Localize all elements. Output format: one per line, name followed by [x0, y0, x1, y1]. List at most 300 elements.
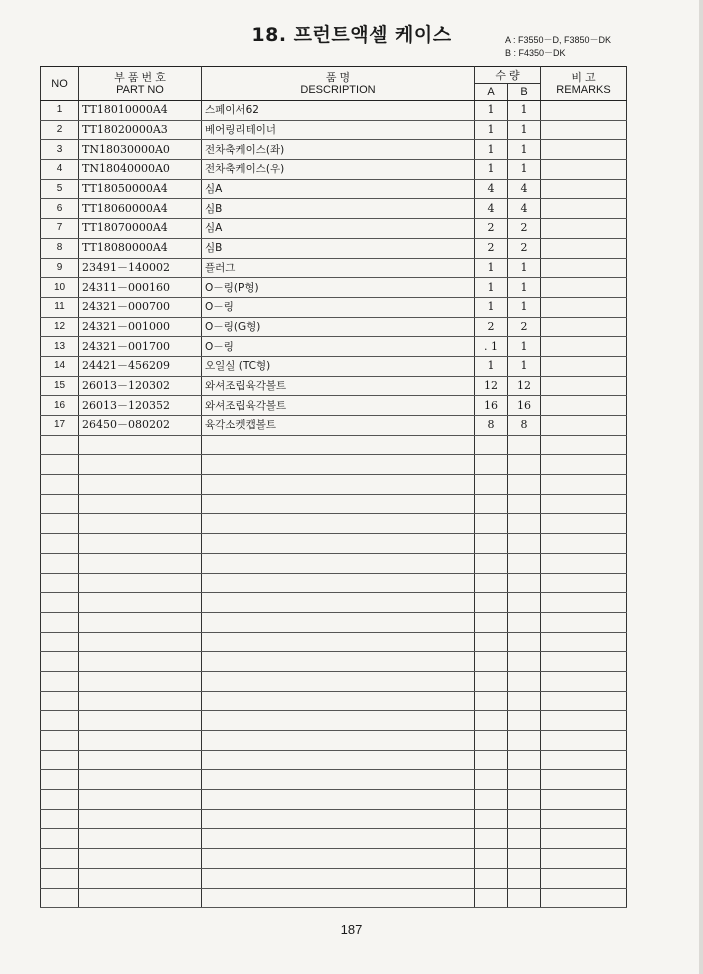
row-qty-a: 1 [475, 258, 508, 278]
row-no [41, 691, 79, 711]
row-description [202, 750, 475, 770]
row-description [202, 455, 475, 475]
row-no: 2 [41, 120, 79, 140]
row-qty-b [508, 790, 541, 810]
row-remarks [541, 120, 627, 140]
table-row [41, 632, 627, 652]
row-no [41, 514, 79, 534]
page-edge [699, 0, 703, 974]
table-row [41, 652, 627, 672]
row-remarks [541, 376, 627, 396]
table-row [41, 770, 627, 790]
parts-table [40, 66, 627, 908]
row-no [41, 829, 79, 849]
row-remarks [541, 809, 627, 829]
table-row [41, 317, 627, 337]
row-part-no: 26013－120352 [79, 396, 202, 416]
row-qty-a [475, 770, 508, 790]
row-remarks [541, 455, 627, 475]
row-qty-b [508, 494, 541, 514]
table-row [41, 160, 627, 180]
row-remarks [541, 317, 627, 337]
page-title: 18. 프런트액셀 케이스 [251, 24, 452, 46]
table-row [41, 514, 627, 534]
row-description: 심A [202, 179, 475, 199]
row-remarks [541, 101, 627, 121]
row-remarks [541, 475, 627, 495]
row-remarks [541, 356, 627, 376]
row-no: 1 [41, 101, 79, 121]
row-no [41, 809, 79, 829]
row-no [41, 494, 79, 514]
table-row [41, 258, 627, 278]
row-part-no [79, 888, 202, 908]
row-remarks [541, 711, 627, 731]
row-qty-a [475, 553, 508, 573]
table-row [41, 691, 627, 711]
row-qty-b: 4 [508, 179, 541, 199]
row-qty-a [475, 534, 508, 554]
row-no [41, 731, 79, 751]
row-remarks [541, 258, 627, 278]
table-row [41, 868, 627, 888]
row-part-no: TT18010000A4 [79, 101, 202, 121]
row-remarks [541, 750, 627, 770]
row-qty-a: 1 [475, 297, 508, 317]
header-part-kr: 부 품 번 호 [114, 71, 166, 84]
row-qty-b: 16 [508, 396, 541, 416]
row-description: 와셔조립육각볼트 [202, 396, 475, 416]
row-part-no [79, 632, 202, 652]
row-part-no [79, 435, 202, 455]
row-no: 11 [41, 297, 79, 317]
row-qty-b: 2 [508, 238, 541, 258]
row-description [202, 691, 475, 711]
table-row [41, 219, 627, 239]
row-no [41, 612, 79, 632]
row-description [202, 849, 475, 869]
row-part-no [79, 868, 202, 888]
row-description: 플러그 [202, 258, 475, 278]
row-qty-b [508, 888, 541, 908]
row-remarks [541, 160, 627, 180]
row-part-no: 24421－456209 [79, 356, 202, 376]
row-qty-a: 2 [475, 238, 508, 258]
row-description [202, 435, 475, 455]
row-no [41, 632, 79, 652]
header-remarks-en: REMARKS [556, 83, 611, 96]
row-qty-a [475, 652, 508, 672]
row-qty-b: 1 [508, 297, 541, 317]
row-qty-a [475, 868, 508, 888]
row-description [202, 671, 475, 691]
row-qty-a [475, 632, 508, 652]
row-no [41, 475, 79, 495]
row-qty-b [508, 475, 541, 495]
row-no [41, 534, 79, 554]
row-qty-b [508, 829, 541, 849]
row-remarks [541, 514, 627, 534]
row-part-no [79, 534, 202, 554]
row-qty-b [508, 435, 541, 455]
table-row [41, 101, 627, 121]
row-description [202, 573, 475, 593]
row-no: 7 [41, 219, 79, 239]
table-row [41, 140, 627, 160]
row-description [202, 652, 475, 672]
row-description [202, 514, 475, 534]
row-part-no [79, 494, 202, 514]
row-remarks [541, 652, 627, 672]
row-part-no: 24321－000700 [79, 297, 202, 317]
row-no [41, 553, 79, 573]
row-remarks [541, 416, 627, 436]
row-qty-b [508, 691, 541, 711]
row-part-no [79, 711, 202, 731]
row-qty-b: 8 [508, 416, 541, 436]
row-qty-b [508, 711, 541, 731]
row-no [41, 770, 79, 790]
table-row [41, 376, 627, 396]
model-legend-a: A : F3550－D, F3850－DK [505, 35, 612, 45]
header-no: NO [41, 67, 79, 101]
row-part-no [79, 652, 202, 672]
row-part-no [79, 750, 202, 770]
row-qty-a [475, 790, 508, 810]
row-qty-b [508, 612, 541, 632]
row-qty-a [475, 731, 508, 751]
row-qty-a [475, 888, 508, 908]
row-description: 심B [202, 238, 475, 258]
row-part-no: TN18030000A0 [79, 140, 202, 160]
row-qty-b [508, 553, 541, 573]
table-row [41, 494, 627, 514]
row-qty-b: 1 [508, 120, 541, 140]
row-remarks [541, 770, 627, 790]
header-qty-b: B [508, 84, 541, 101]
row-remarks [541, 396, 627, 416]
row-remarks [541, 691, 627, 711]
table-row [41, 179, 627, 199]
row-description: O－링(P형) [202, 278, 475, 298]
table-row [41, 120, 627, 140]
row-part-no: 23491－140002 [79, 258, 202, 278]
row-part-no [79, 573, 202, 593]
table-row [41, 612, 627, 632]
row-qty-b [508, 534, 541, 554]
table-row [41, 435, 627, 455]
row-qty-b: 1 [508, 258, 541, 278]
table-row [41, 731, 627, 751]
row-qty-a: 2 [475, 317, 508, 337]
row-description [202, 553, 475, 573]
row-qty-a: 1 [475, 160, 508, 180]
row-description: O－링(G형) [202, 317, 475, 337]
row-part-no: 24311－000160 [79, 278, 202, 298]
row-description [202, 632, 475, 652]
row-no [41, 435, 79, 455]
table-row [41, 337, 627, 357]
row-remarks [541, 140, 627, 160]
row-no: 15 [41, 376, 79, 396]
row-no: 4 [41, 160, 79, 180]
row-qty-b: 1 [508, 160, 541, 180]
row-qty-a [475, 475, 508, 495]
row-remarks [541, 612, 627, 632]
row-qty-a [475, 671, 508, 691]
table-row [41, 750, 627, 770]
row-no [41, 573, 79, 593]
row-no [41, 593, 79, 613]
row-qty-b: 1 [508, 356, 541, 376]
row-description [202, 534, 475, 554]
model-legend-b: B : F4350－DK [505, 48, 566, 58]
row-part-no [79, 829, 202, 849]
row-remarks [541, 790, 627, 810]
row-qty-a: 8 [475, 416, 508, 436]
row-qty-a [475, 829, 508, 849]
row-qty-b [508, 770, 541, 790]
row-remarks [541, 849, 627, 869]
row-qty-b: 1 [508, 278, 541, 298]
row-description: 심B [202, 199, 475, 219]
row-description [202, 888, 475, 908]
row-qty-a: 2 [475, 219, 508, 239]
row-part-no: 26450－080202 [79, 416, 202, 436]
row-description [202, 809, 475, 829]
row-qty-a: 1 [475, 101, 508, 121]
row-qty-b [508, 750, 541, 770]
row-remarks [541, 888, 627, 908]
row-description: 오일실 (TC형) [202, 356, 475, 376]
row-qty-b [508, 809, 541, 829]
row-remarks [541, 731, 627, 751]
table-row [41, 829, 627, 849]
row-part-no: 24321－001000 [79, 317, 202, 337]
row-qty-a [475, 455, 508, 475]
row-part-no: TT18050000A4 [79, 179, 202, 199]
row-qty-a: 4 [475, 179, 508, 199]
page-number: 187 [340, 922, 363, 937]
row-qty-b [508, 632, 541, 652]
row-qty-b: 2 [508, 317, 541, 337]
row-qty-a: 1 [475, 140, 508, 160]
header-qty-a: A [475, 84, 508, 101]
row-no [41, 711, 79, 731]
table-row [41, 849, 627, 869]
row-qty-b: 1 [508, 101, 541, 121]
row-description: 전차축케이스(우) [202, 160, 475, 180]
table-row [41, 416, 627, 436]
row-description: O－링 [202, 337, 475, 357]
row-qty-a [475, 494, 508, 514]
row-no: 13 [41, 337, 79, 357]
row-description: 전차축케이스(좌) [202, 140, 475, 160]
table-row [41, 790, 627, 810]
row-part-no: TT18070000A4 [79, 219, 202, 239]
row-part-no: 26013－120302 [79, 376, 202, 396]
row-part-no: TT18080000A4 [79, 238, 202, 258]
row-qty-b [508, 671, 541, 691]
row-no: 12 [41, 317, 79, 337]
row-qty-b [508, 593, 541, 613]
row-remarks [541, 337, 627, 357]
row-no: 9 [41, 258, 79, 278]
row-remarks [541, 494, 627, 514]
row-part-no [79, 691, 202, 711]
row-description [202, 770, 475, 790]
row-qty-a: . 1 [475, 337, 508, 357]
row-no: 14 [41, 356, 79, 376]
row-part-no [79, 475, 202, 495]
row-description [202, 475, 475, 495]
table-row [41, 475, 627, 495]
header-part-en: PART NO [116, 83, 164, 96]
row-remarks [541, 297, 627, 317]
row-qty-b [508, 849, 541, 869]
row-qty-a [475, 593, 508, 613]
row-part-no: 24321－001700 [79, 337, 202, 357]
table-row [41, 553, 627, 573]
row-remarks [541, 219, 627, 239]
header-desc-kr: 품 명 [325, 71, 351, 84]
row-remarks [541, 868, 627, 888]
row-qty-a [475, 849, 508, 869]
row-qty-a: 12 [475, 376, 508, 396]
row-no: 16 [41, 396, 79, 416]
row-part-no: TT18020000A3 [79, 120, 202, 140]
row-qty-b: 1 [508, 140, 541, 160]
row-qty-a [475, 711, 508, 731]
row-qty-b [508, 514, 541, 534]
table-row [41, 711, 627, 731]
row-remarks [541, 632, 627, 652]
header-remarks-kr: 비 고 [571, 71, 596, 84]
row-qty-b [508, 731, 541, 751]
row-part-no [79, 770, 202, 790]
row-no [41, 671, 79, 691]
row-qty-b [508, 455, 541, 475]
row-part-no: TT18060000A4 [79, 199, 202, 219]
model-legend [505, 34, 611, 60]
row-no: 3 [41, 140, 79, 160]
row-part-no [79, 671, 202, 691]
table-row [41, 396, 627, 416]
header-quantity: 수 량 [475, 67, 541, 84]
row-remarks [541, 829, 627, 849]
row-part-no [79, 455, 202, 475]
row-description: O－링 [202, 297, 475, 317]
table-row [41, 238, 627, 258]
row-description [202, 494, 475, 514]
header-desc-en: DESCRIPTION [300, 83, 376, 96]
row-description [202, 790, 475, 810]
row-no: 5 [41, 179, 79, 199]
row-no [41, 868, 79, 888]
row-qty-a [475, 514, 508, 534]
row-qty-b [508, 868, 541, 888]
row-description [202, 829, 475, 849]
row-qty-a: 1 [475, 356, 508, 376]
header-part-no [79, 67, 202, 101]
row-part-no [79, 809, 202, 829]
row-no: 10 [41, 278, 79, 298]
row-remarks [541, 671, 627, 691]
row-qty-b: 2 [508, 219, 541, 239]
row-part-no [79, 612, 202, 632]
row-qty-a: 1 [475, 278, 508, 298]
row-remarks [541, 534, 627, 554]
row-remarks [541, 593, 627, 613]
table-row [41, 455, 627, 475]
row-qty-a [475, 612, 508, 632]
row-part-no [79, 731, 202, 751]
row-part-no [79, 514, 202, 534]
row-description: 심A [202, 219, 475, 239]
row-description: 와셔조립육각볼트 [202, 376, 475, 396]
row-qty-b [508, 573, 541, 593]
row-no: 17 [41, 416, 79, 436]
row-part-no [79, 790, 202, 810]
table-row [41, 199, 627, 219]
table-row [41, 809, 627, 829]
row-remarks [541, 278, 627, 298]
row-qty-a: 16 [475, 396, 508, 416]
row-no [41, 888, 79, 908]
parts-table-body [41, 101, 627, 908]
row-no [41, 455, 79, 475]
row-no [41, 790, 79, 810]
header-remarks [541, 67, 627, 101]
table-row [41, 888, 627, 908]
row-qty-a [475, 691, 508, 711]
row-qty-b: 12 [508, 376, 541, 396]
table-row [41, 593, 627, 613]
table-row [41, 671, 627, 691]
row-description: 스페이서62 [202, 101, 475, 121]
row-no [41, 652, 79, 672]
row-description: 육각소켓캡볼트 [202, 416, 475, 436]
row-qty-a [475, 809, 508, 829]
row-description [202, 593, 475, 613]
row-part-no [79, 593, 202, 613]
row-remarks [541, 553, 627, 573]
row-no: 6 [41, 199, 79, 219]
row-qty-b: 1 [508, 337, 541, 357]
table-row [41, 297, 627, 317]
row-qty-a [475, 750, 508, 770]
table-row [41, 356, 627, 376]
row-description [202, 731, 475, 751]
table-row [41, 573, 627, 593]
table-row [41, 534, 627, 554]
row-qty-b [508, 652, 541, 672]
row-qty-a [475, 435, 508, 455]
row-description [202, 868, 475, 888]
row-part-no [79, 849, 202, 869]
table-row [41, 278, 627, 298]
row-remarks [541, 238, 627, 258]
row-description [202, 711, 475, 731]
row-no: 8 [41, 238, 79, 258]
row-part-no: TN18040000A0 [79, 160, 202, 180]
row-description: 베어링리테이너 [202, 120, 475, 140]
row-qty-a: 4 [475, 199, 508, 219]
row-no [41, 849, 79, 869]
row-part-no [79, 553, 202, 573]
row-remarks [541, 179, 627, 199]
row-remarks [541, 199, 627, 219]
